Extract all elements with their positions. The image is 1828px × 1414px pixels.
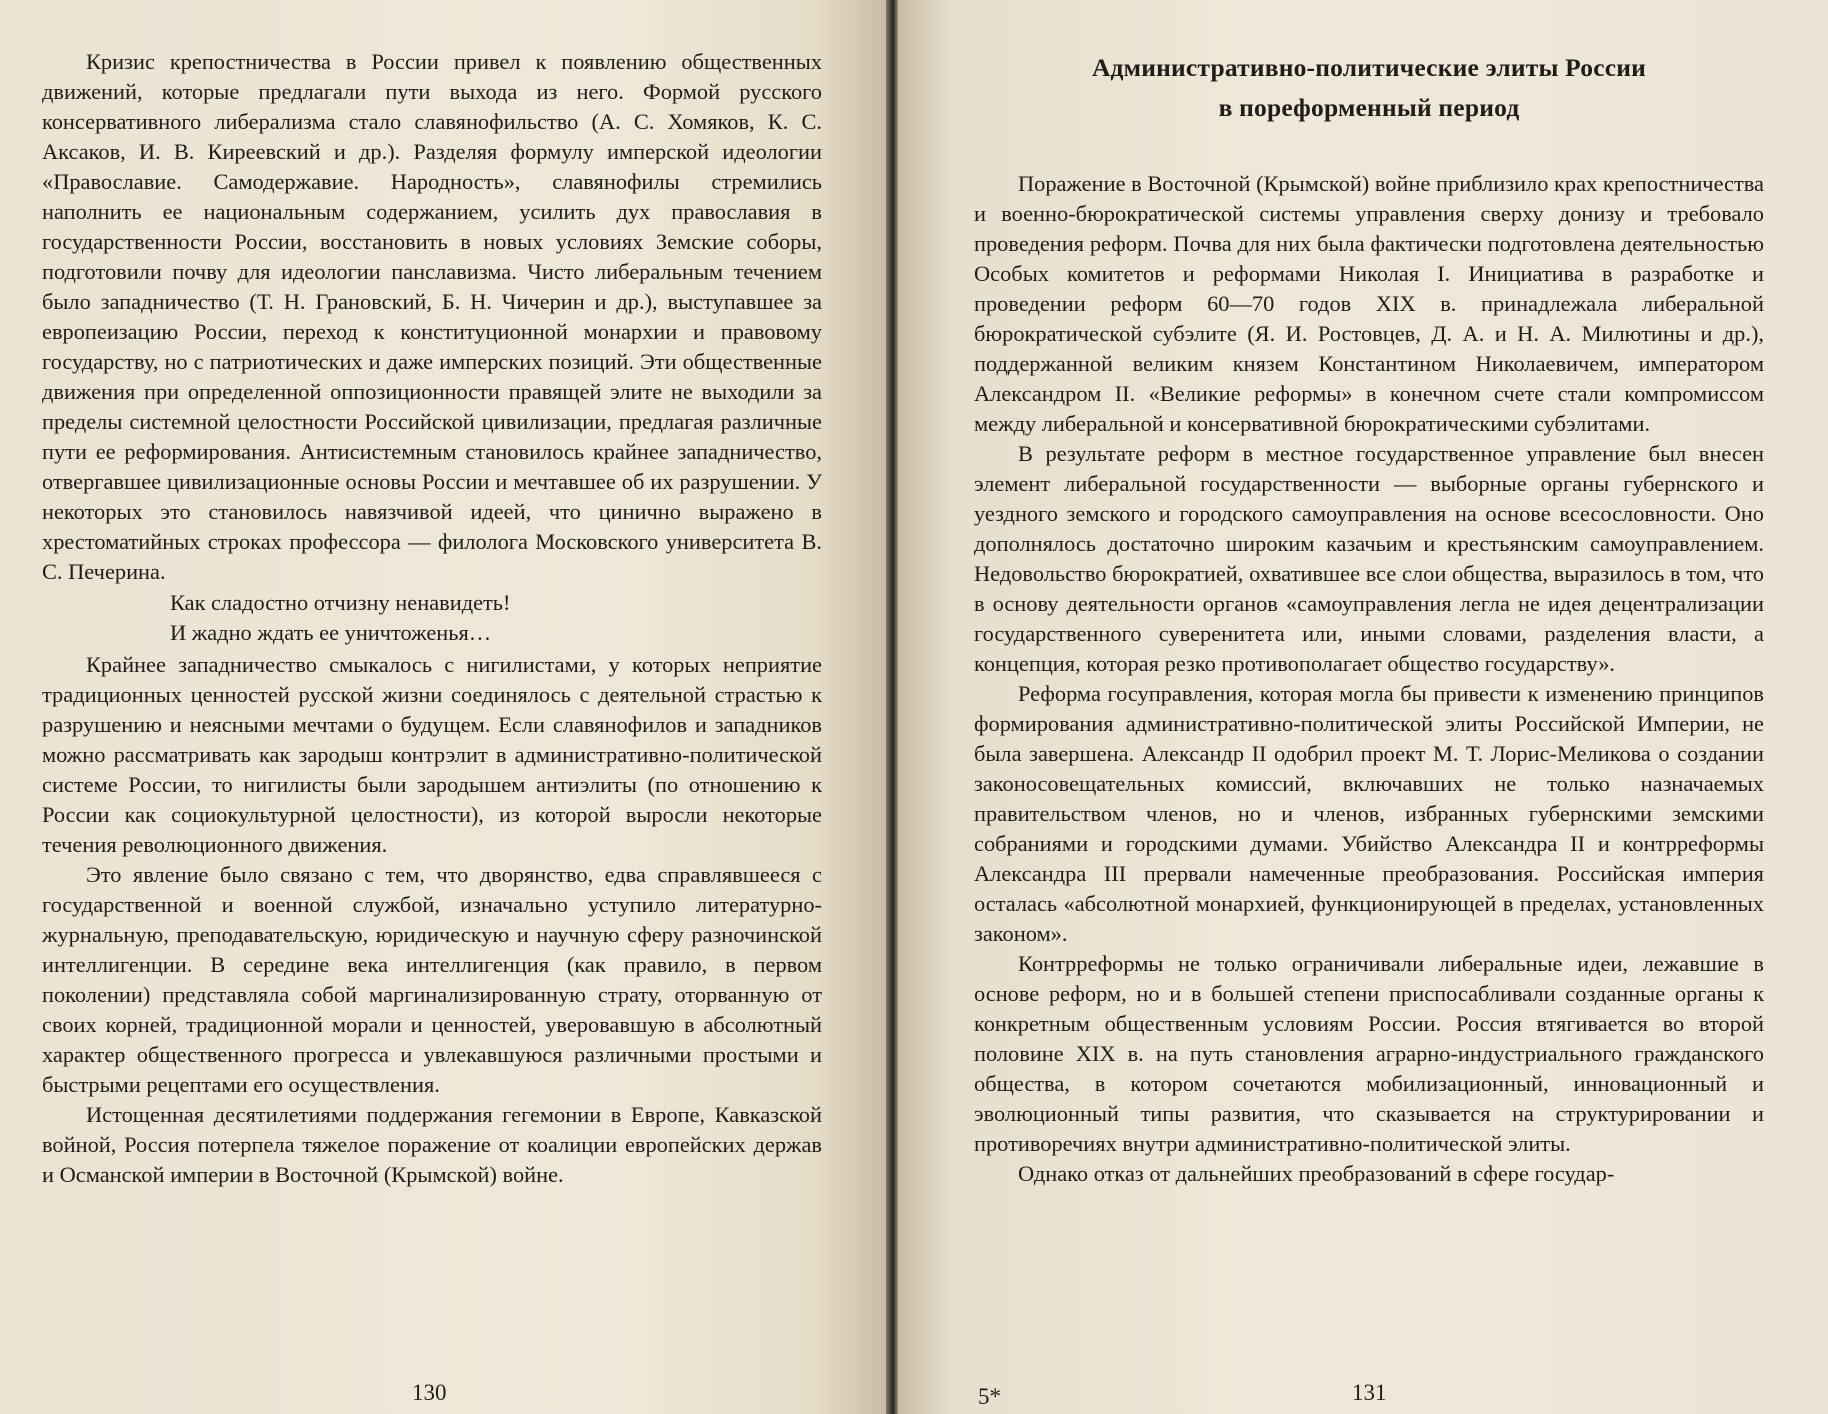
left-page	[0, 0, 886, 1414]
page-number-left: 130	[412, 1380, 447, 1405]
paragraph-crisis-of-serfdom: Кризис крепостничества в России привел к появлению общественных движений, которые предлагали пути выхода из него. Формой русского консервативного либерализма стало славянофильство (А. С. Хомяков, К. С. Аксаков, И. В. Киреевский и др.). Разделяя формулу имперской идеологии «Православие. Самодержавие. Народность», славянофилы стремились наполнить ее национальным содержанием, усилить дух православия в государственности России, восстановить в новых условиях Земские соборы, подготовили почву для идеологии панславизма. Чисто либеральным течением было западничество (Т. Н. Грановский, Б. Н. Чичерин и др.), выступавшее за европеизацию России, переход к конституционной монархии и правовому государству, но с патриотических и даже имперских позиций. Эти общественные движения при определенной оппозиционности правящей элите не выходили за пределы системной целостности Российской цивилизации, предлагая различные пути ее реформирования. Антисистемным становилось крайнее западничество, отвергавшее цивилизационные основы России и мечтавшее об их разрушении. У некоторых это становилось навязчивой идеей, что цинично выражено в хрестоматийных строках профессора — филолога Московского университета В. С. Печерина.	[42, 49, 822, 584]
paragraph-continued: Однако отказ от дальнейших преобразований в сфере государ-	[1018, 1161, 1615, 1186]
page-number-right: 131	[1352, 1380, 1387, 1405]
right-page-text	[974, 169, 1764, 1189]
paragraph-nobility-and-intelligentsia: Это явление было связано с тем, что дворянство, едва справлявшееся с государственной и военной службой, изначально уступило литературно-журнальную, преподавательскую, юридическую и научную сферу разночинской интеллигенции. В середине века интеллигенция (как правило, в первом поколении) представляла собой маргинализированную страту, оторванную от своих корней, традиционной морали и ценностей, уверовавшую в абсолютный характер общественного прогресса и увлекавшуюся различными простыми и быстрыми рецептами его осуществления.	[42, 862, 822, 1097]
paragraph-extreme-westernism: Крайнее западничество смыкалось с нигилистами, у которых неприятие традиционных ценностей русской жизни соединялось с деятельной страстью к разрушению и неясными мечтами о будущем. Если славянофилов и западников можно рассматривать как зародыш контрэлит в административно-политической системе России, то нигилисты были зародышем антиэлиты (по отношению к России как социокультурной целостности), из которой выросли некоторые течения революционного движения.	[42, 652, 822, 857]
chapter-heading	[974, 48, 1764, 128]
signature-mark: 5*	[978, 1384, 1001, 1409]
paragraph-governance-reform: Реформа госуправления, которая могла бы привести к изменению принципов формирования административно-политической элиты Российской Империи, не была завершена. Александр II одобрил проект М. Т. Лорис-Меликова о создании законосовещательных комиссий, включавших не только назначаемых правительством членов, но и членов, избранных губернскими земскими собраниями и городскими думами. Убийство Александра II и контрреформы Александра III прервали намеченные преобразования. Российская империя осталась «абсолютной монархией, функционирующей в пределах, установленных законом».	[974, 681, 1765, 946]
paragraph-reforms-origin: Поражение в Восточной (Крымской) войне приблизило крах крепостничества и военно-бюрократической системы управления сверху донизу и требовало проведения реформ. Почва для них была фактически подготовлена деятельностью Особых комитетов и реформами Николая I. Инициатива в разработке и проведении реформ 60—70 годов XIX в. принадлежала либеральной бюрократической субэлите (Я. И. Ростовцев, Д. А. и Н. А. Милютины и др.), поддержанной великим князем Константином Николаевичем, императором Александром II. «Великие реформы» в конечном счете стали компромиссом между либеральной и консервативной бюрократическими субэлитами.	[974, 171, 1764, 436]
verse-line: Как сладостно отчизну ненавидеть!	[170, 590, 511, 615]
left-page-text	[42, 47, 822, 1190]
right-page	[898, 0, 1828, 1414]
verse-quote	[170, 588, 822, 648]
paragraph-counter-reforms: Контрреформы не только ограничивали либеральные идеи, лежавшие в основе реформ, но и в большей степени приспосабливали созданные органы к конкретным общественным условиям России. Россия втягивается во второй половине XIX в. на путь становления аграрно-индустриального гражданского общества, в котором сочетаются мобилизационный, инновационный и эволюционный типы развития, что сказывается на структурировании и противоречиях внутри административно-политической элиты.	[974, 951, 1764, 1156]
verse-line: И жадно ждать ее уничтоженья…	[170, 620, 492, 645]
chapter-heading-line: в пореформенный период	[1218, 93, 1520, 122]
paragraph-local-self-government: В результате реформ в местное государственное управление был внесен элемент либеральной государственности — выборные органы губернского и уездного земского и городского самоуправления на основе всесословности. Оно дополнялось достаточно широким казачьим и крестьянским самоуправлением. Недовольство бюрократией, охватившее все слои общества, выразилось в том, что в основу деятельности органов «самоуправления легла не идея децентрализации государственного суверенитета или, иными словами, разделения власти, а концепция, которая резко противополагает общество государству».	[974, 441, 1764, 676]
chapter-heading-line: Административно-политические элиты России	[1091, 53, 1647, 82]
paragraph-crimean-war-defeat: Истощенная десятилетиями поддержания гегемонии в Европе, Кавказской войной, Россия потерпела тяжелое поражение от коалиции европейских держав и Османской империи в Восточной (Крымской) войне.	[42, 1102, 822, 1187]
book-gutter	[886, 0, 898, 1414]
